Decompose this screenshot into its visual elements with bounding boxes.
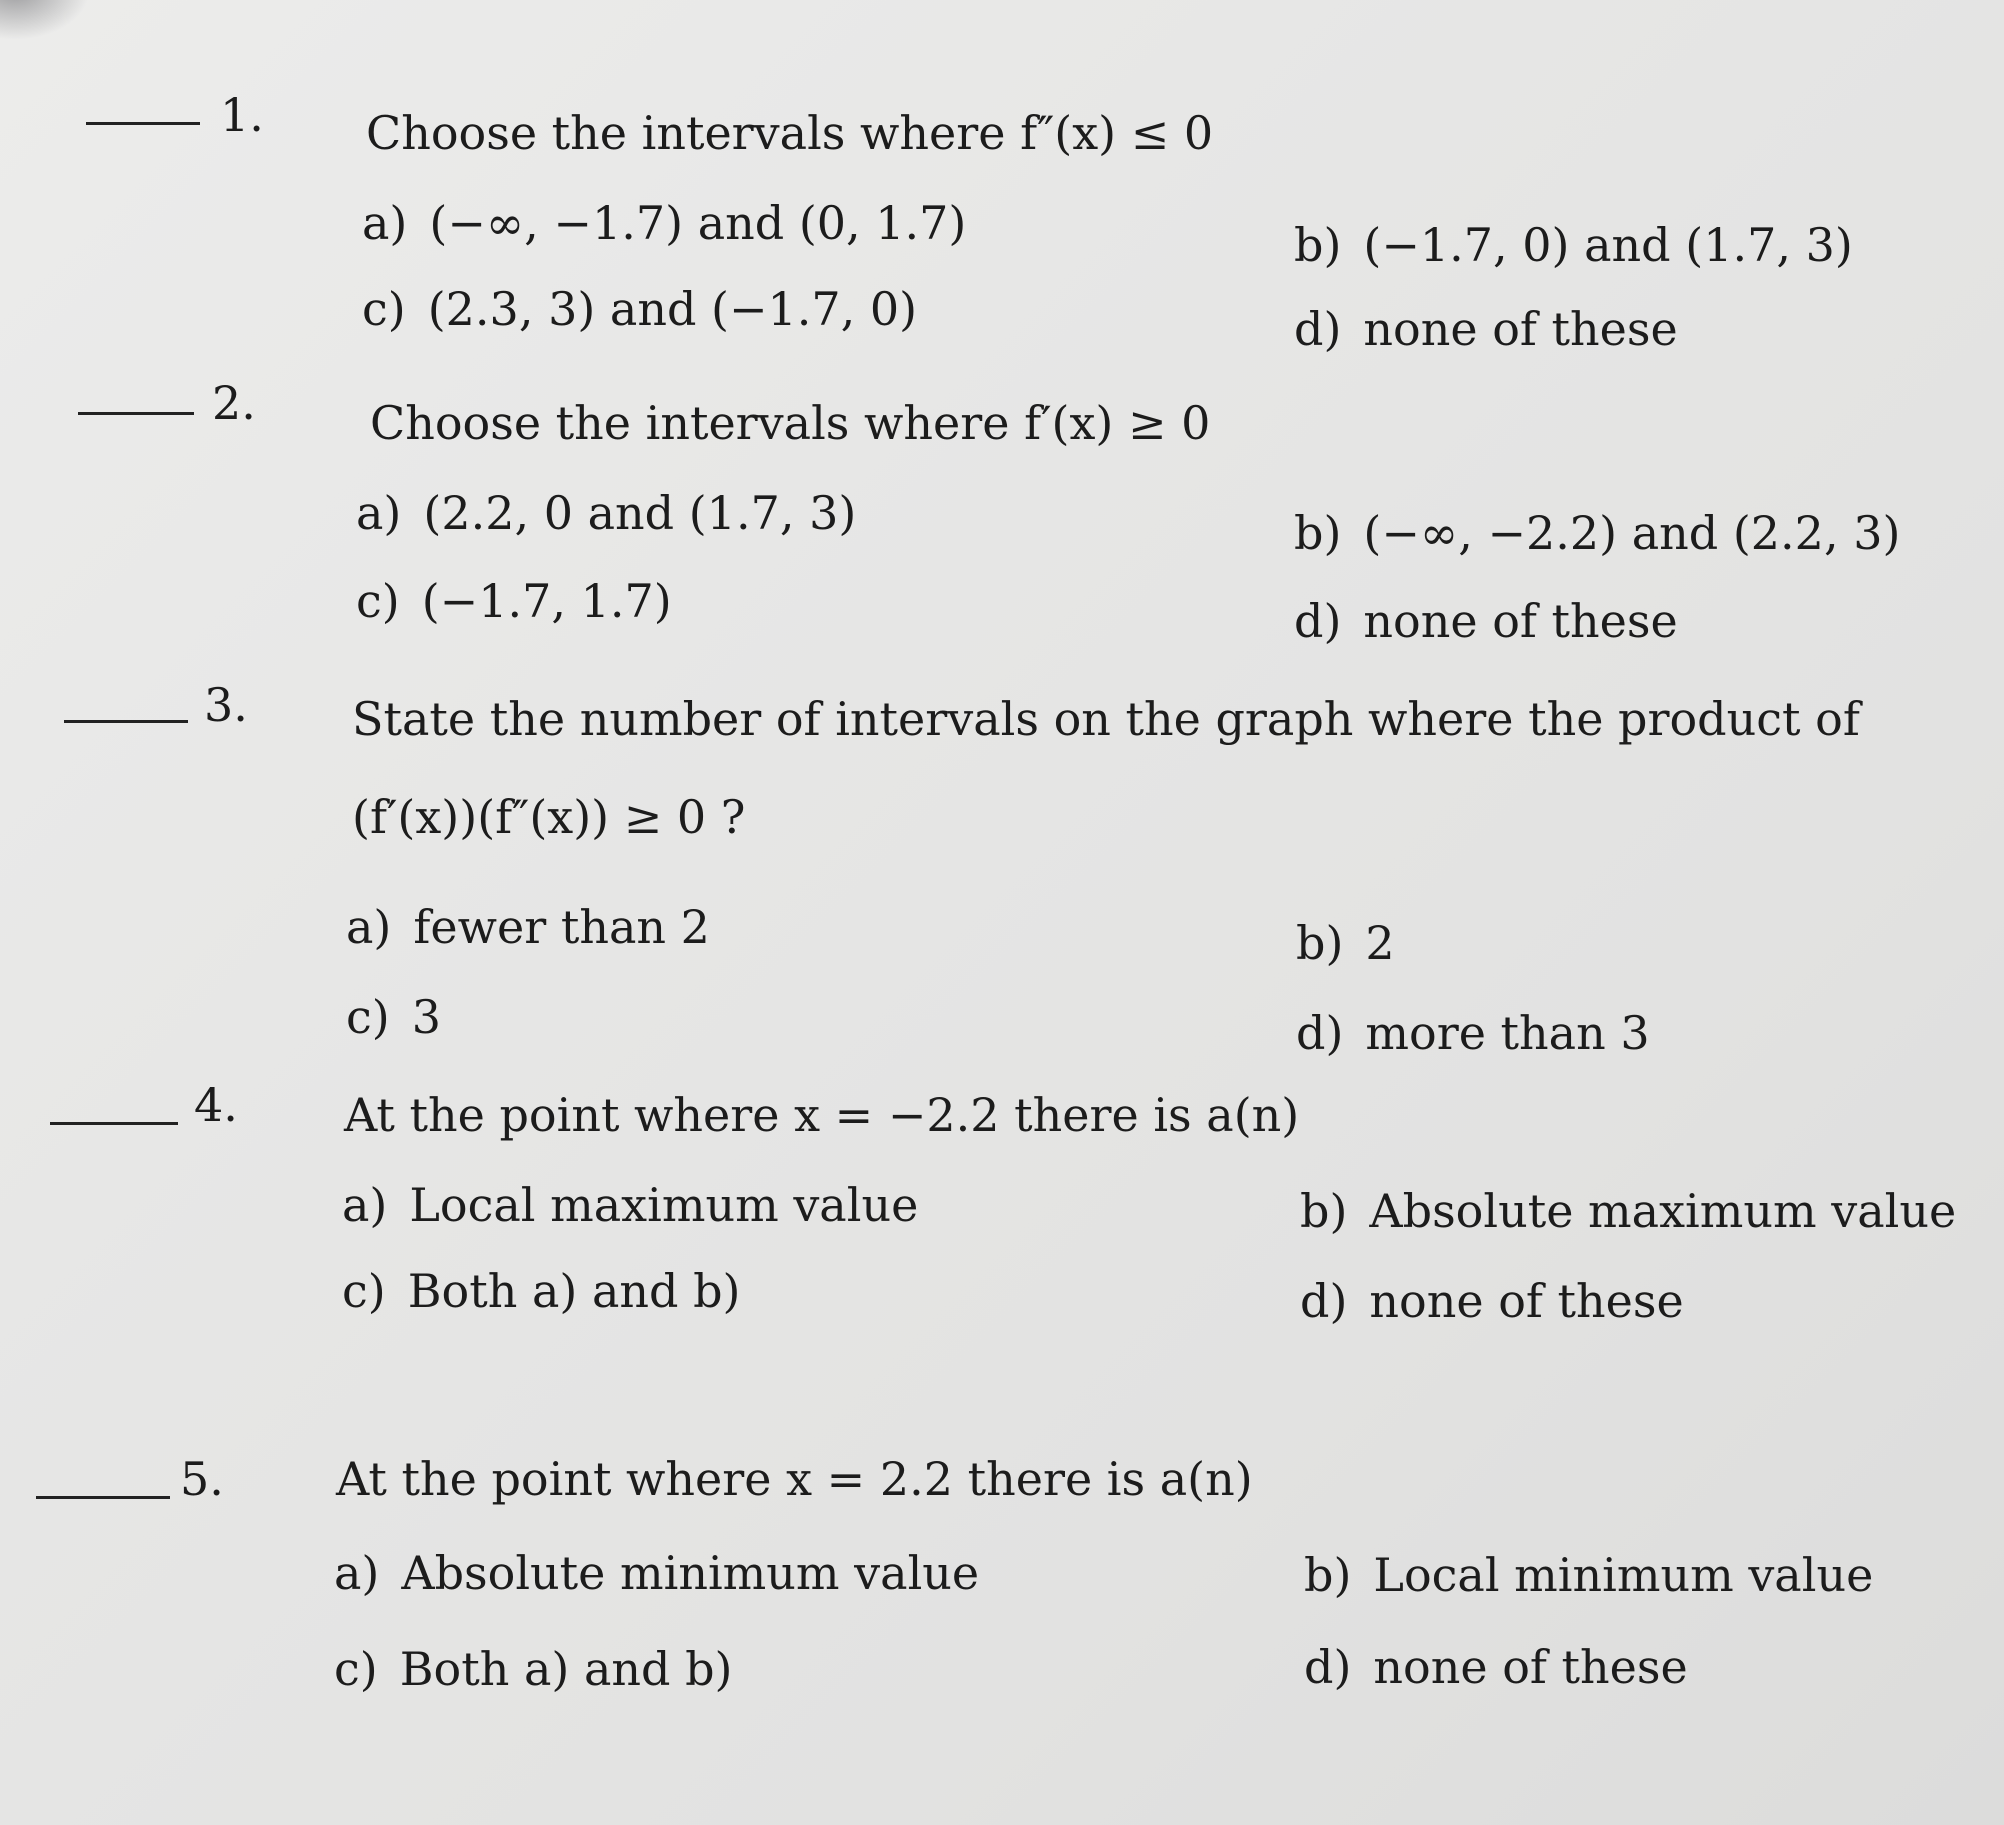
option-2b[interactable] [1294, 506, 1901, 560]
option-text: none of these [1363, 302, 1678, 356]
option-text: more than 3 [1365, 1006, 1650, 1060]
option-text: Local maximum value [409, 1178, 919, 1232]
option-text: Both a) and b) [407, 1264, 741, 1318]
option-5a[interactable] [334, 1546, 980, 1600]
answer-blank-2[interactable] [78, 412, 194, 415]
option-letter: d) [1304, 1640, 1352, 1694]
option-4d[interactable] [1300, 1274, 1684, 1328]
option-letter: b) [1300, 1184, 1348, 1238]
option-text: fewer than 2 [413, 900, 710, 954]
question-number-5: 5. [180, 1452, 224, 1506]
option-letter: c) [334, 1642, 378, 1696]
option-letter: c) [356, 574, 400, 628]
option-3d[interactable] [1296, 1006, 1650, 1060]
question-number-1: 1. [220, 88, 264, 142]
question-prompt-3: State the number of intervals on the graph where the product of [352, 692, 1860, 746]
question-number-2: 2. [212, 376, 256, 430]
option-text: Both a) and b) [399, 1642, 733, 1696]
option-text: (−1.7, 1.7) [421, 574, 672, 628]
option-2d[interactable] [1294, 594, 1678, 648]
option-letter: a) [362, 196, 408, 250]
option-text: (−∞, −1.7) and (0, 1.7) [429, 196, 967, 250]
answer-blank-3[interactable] [64, 720, 188, 723]
option-letter: d) [1296, 1006, 1344, 1060]
option-5c[interactable] [334, 1642, 733, 1696]
option-letter: a) [342, 1178, 388, 1232]
option-text: none of these [1369, 1274, 1684, 1328]
question-prompt-3-formula: (f′(x))(f″(x)) ≥ 0 ? [352, 790, 746, 844]
question-prompt-2: Choose the intervals where f′(x) ≥ 0 [370, 396, 1211, 450]
option-text: (−∞, −2.2) and (2.2, 3) [1363, 506, 1901, 560]
option-1a[interactable] [362, 196, 967, 250]
option-letter: b) [1294, 506, 1342, 560]
option-5b[interactable] [1304, 1548, 1874, 1602]
question-prompt-5: At the point where x = 2.2 there is a(n) [336, 1452, 1253, 1506]
option-3a[interactable] [346, 900, 710, 954]
option-text: 2 [1365, 916, 1395, 970]
option-4a[interactable] [342, 1178, 919, 1232]
question-number-3: 3. [204, 678, 248, 732]
option-5d[interactable] [1304, 1640, 1688, 1694]
option-4b[interactable] [1300, 1184, 1957, 1238]
option-letter: c) [362, 282, 406, 336]
option-2c[interactable] [356, 574, 672, 628]
option-letter: c) [346, 990, 390, 1044]
answer-blank-4[interactable] [50, 1122, 178, 1125]
option-letter: d) [1294, 302, 1342, 356]
option-letter: b) [1294, 218, 1342, 272]
option-text: (2.3, 3) and (−1.7, 0) [427, 282, 918, 336]
answer-blank-5[interactable] [36, 1496, 170, 1499]
option-text: (2.2, 0 and (1.7, 3) [423, 486, 857, 540]
corner-shadow [0, 0, 90, 40]
option-text: (−1.7, 0) and (1.7, 3) [1363, 218, 1853, 272]
option-letter: d) [1300, 1274, 1348, 1328]
option-1d[interactable] [1294, 302, 1678, 356]
option-text: Local minimum value [1373, 1548, 1874, 1602]
option-letter: a) [356, 486, 402, 540]
option-letter: a) [334, 1546, 380, 1600]
option-text: none of these [1373, 1640, 1688, 1694]
question-prompt-1: Choose the intervals where f″(x) ≤ 0 [366, 106, 1214, 160]
option-text: 3 [411, 990, 441, 1044]
option-3c[interactable] [346, 990, 441, 1044]
option-letter: b) [1304, 1548, 1352, 1602]
option-2a[interactable] [356, 486, 857, 540]
option-letter: c) [342, 1264, 386, 1318]
option-text: none of these [1363, 594, 1678, 648]
option-letter: b) [1296, 916, 1344, 970]
option-letter: a) [346, 900, 392, 954]
option-1b[interactable] [1294, 218, 1853, 272]
option-letter: d) [1294, 594, 1342, 648]
question-number-4: 4. [194, 1078, 238, 1132]
option-4c[interactable] [342, 1264, 741, 1318]
option-text: Absolute maximum value [1369, 1184, 1957, 1238]
option-text: Absolute minimum value [401, 1546, 980, 1600]
option-1c[interactable] [362, 282, 918, 336]
answer-blank-1[interactable] [86, 122, 200, 125]
question-prompt-4: At the point where x = −2.2 there is a(n) [344, 1088, 1300, 1142]
option-3b[interactable] [1296, 916, 1395, 970]
